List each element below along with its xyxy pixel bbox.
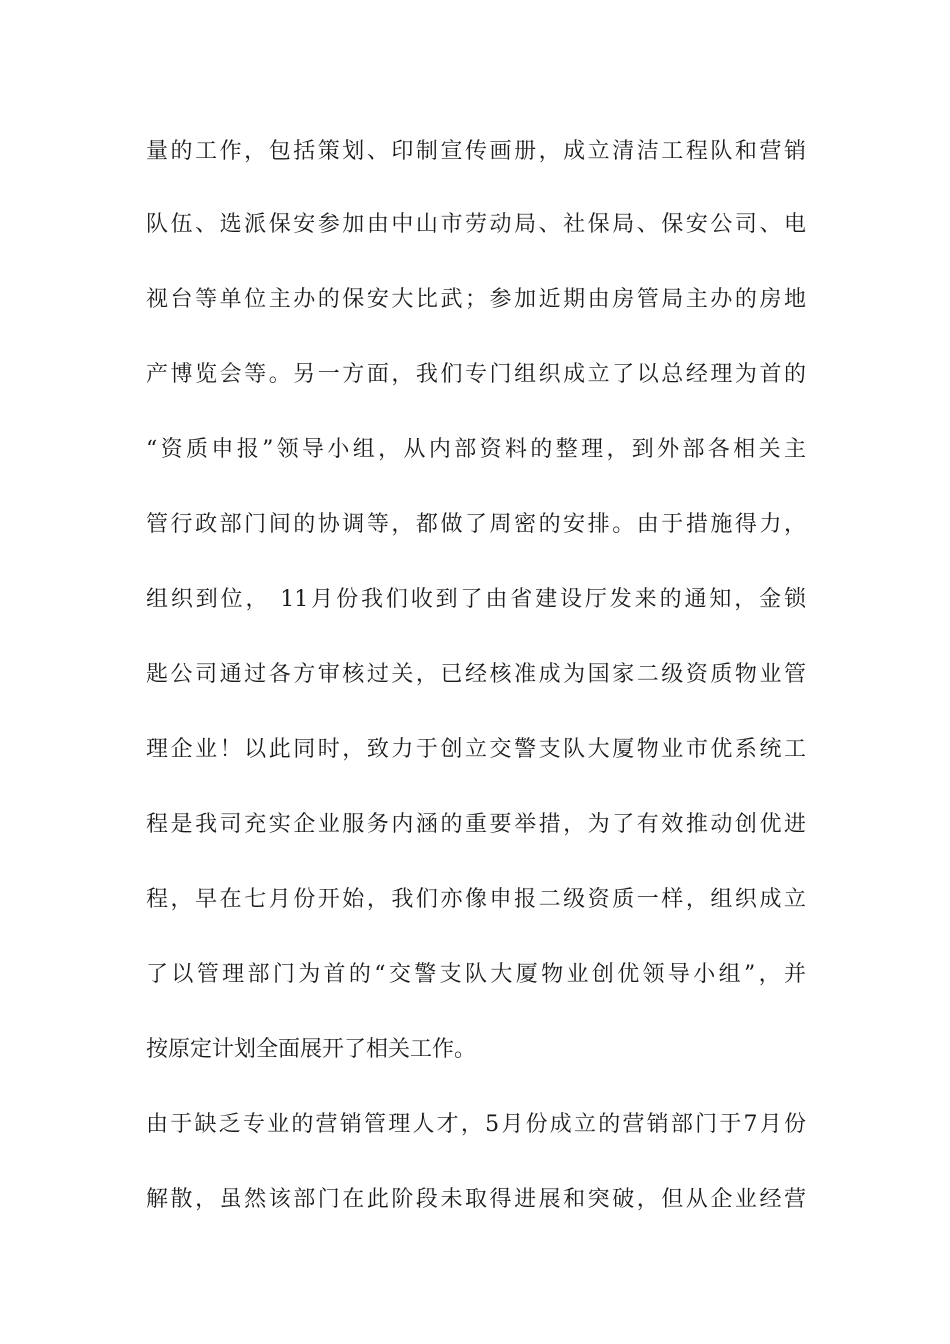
paragraph-line: 组织到位， 11月份我们收到了由省建设厅发来的通知，金锁 — [146, 587, 806, 612]
paragraph-line: 了以管理部门为首的“交警支队大厦物业创优领导小组”，并 — [146, 962, 806, 987]
paragraph-line: “资质申报”领导小组，从内部资料的整理，到外部各相关主 — [146, 437, 806, 462]
paragraph-line: 管行政部门间的协调等，都做了周密的安排。由于措施得力， — [146, 512, 806, 537]
paragraph-line: 量的工作，包括策划、印制宣传画册，成立清洁工程队和营销 — [146, 139, 806, 164]
paragraph-line: 产博览会等。另一方面，我们专门组织成立了以总经理为首的 — [146, 362, 806, 387]
paragraph-line: 由于缺乏专业的营销管理人才，5月份成立的营销部门于7月份 — [146, 1112, 806, 1137]
paragraph-line: 队伍、选派保安参加由中山市劳动局、社保局、保安公司、电 — [146, 212, 806, 237]
paragraph-line: 匙公司通过各方审核过关，已经核准成为国家二级资质物业管 — [146, 662, 806, 687]
paragraph-line: 解散，虽然该部门在此阶段未取得进展和突破，但从企业经营 — [146, 1187, 806, 1212]
paragraph-line: 视台等单位主办的保安大比武；参加近期由房管局主办的房地 — [146, 287, 806, 312]
paragraph-line: 理企业！以此同时，致力于创立交警支队大厦物业市优系统工 — [146, 737, 806, 762]
paragraph-line: 程是我司充实企业服务内涵的重要举措，为了有效推动创优进 — [146, 812, 806, 837]
paragraph-last-line: 按原定计划全面展开了相关工作。 — [146, 1037, 477, 1062]
paragraph-line: 程，早在七月份开始，我们亦像申报二级资质一样，组织成立 — [146, 887, 806, 912]
